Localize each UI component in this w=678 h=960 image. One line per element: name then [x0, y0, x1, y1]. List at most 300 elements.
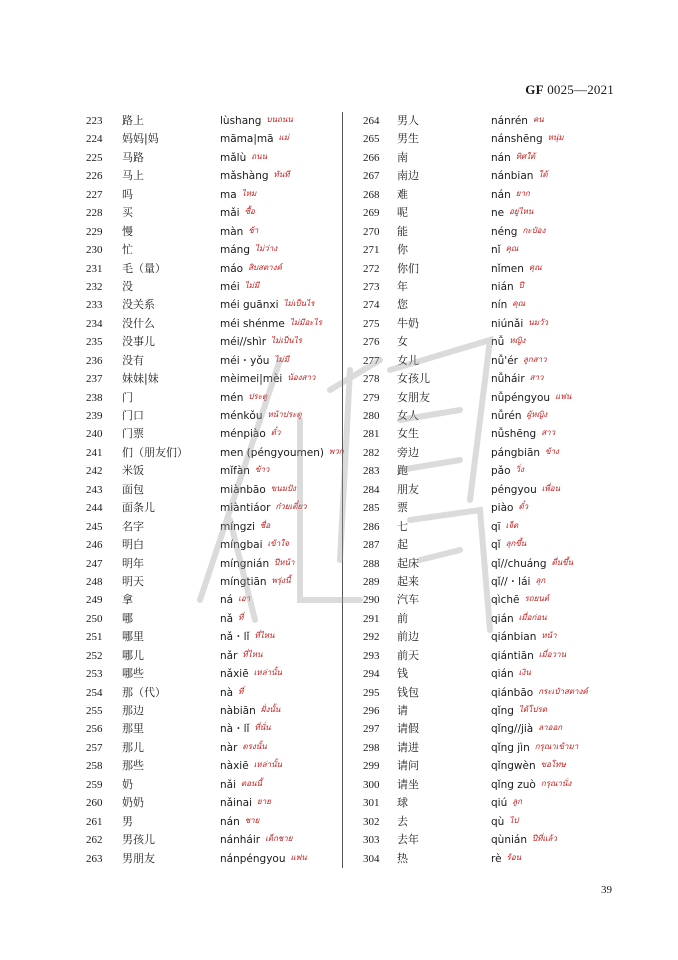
entry-pinyin-wrap [491, 444, 559, 463]
entry-number: 262 [86, 834, 103, 847]
entry-pinyin-wrap [491, 720, 562, 739]
entry-pinyin-wrap [220, 573, 291, 592]
entry-pinyin-wrap [220, 315, 322, 334]
entry-pinyin: qián [491, 668, 514, 681]
entry-word: 请进 [397, 740, 419, 754]
entry-pinyin-wrap [220, 296, 314, 315]
entry-number: 270 [363, 225, 380, 238]
vocab-row [86, 628, 336, 646]
entry-word: 马上 [122, 169, 144, 183]
vocab-row [363, 518, 623, 536]
entry-pinyin: máo [220, 262, 244, 275]
column-divider [342, 112, 343, 868]
entry-word: 汽车 [397, 593, 419, 607]
standard-code [525, 82, 614, 98]
entry-pinyin: mǐfàn [220, 465, 250, 478]
entry-word: 钱包 [397, 685, 419, 699]
entry-pinyin-wrap [220, 610, 243, 629]
entry-pinyin: qián [491, 612, 514, 625]
entry-word: 旁边 [397, 445, 419, 459]
entry-number: 286 [363, 520, 380, 533]
entry-pinyin: qǐng jìn [491, 741, 530, 754]
handwritten-note: ยาก [515, 188, 530, 198]
entry-pinyin: qiánbian [491, 631, 537, 644]
entry-word: 钱 [397, 667, 408, 681]
vocab-row [363, 831, 623, 849]
handwritten-note: ตั๋ว [518, 502, 529, 512]
entry-word: 那里 [122, 722, 144, 736]
entry-word: 门 [122, 390, 133, 404]
vocab-row [363, 481, 623, 499]
entry-pinyin-wrap [220, 647, 262, 666]
handwritten-note: แฟน [555, 391, 572, 401]
entry-word: 女生 [397, 427, 419, 441]
vocab-row [86, 776, 336, 794]
entry-number: 300 [363, 778, 380, 791]
vocab-row [86, 167, 336, 185]
entry-pinyin: mǎi [220, 207, 240, 220]
handwritten-note: สาว [541, 428, 556, 438]
vocab-row [86, 757, 336, 775]
entry-pinyin-wrap [491, 425, 555, 444]
entry-pinyin-wrap [491, 831, 557, 850]
entry-number: 225 [86, 151, 103, 164]
entry-number: 242 [86, 465, 103, 478]
entry-number: 275 [363, 317, 380, 330]
handwritten-note: คุณ [505, 244, 519, 254]
entry-number: 294 [363, 668, 380, 681]
handwritten-note: กะป๋อง [522, 225, 546, 235]
vocab-row [363, 167, 623, 185]
entry-pinyin: nǚrén [491, 410, 522, 422]
handwritten-note: ชาย [244, 815, 260, 825]
entry-word: 前天 [397, 648, 419, 662]
entry-word: 男朋友 [122, 851, 155, 865]
entry-word: 去年 [397, 833, 419, 847]
entry-number: 304 [363, 852, 380, 865]
entry-number: 299 [363, 760, 380, 773]
entry-pinyin-wrap [220, 352, 289, 371]
vocab-row [86, 204, 336, 222]
entry-number: 250 [86, 612, 103, 625]
entry-pinyin: míngnián [220, 557, 270, 570]
entry-pinyin-wrap [491, 665, 531, 684]
handwritten-note: ลุกขึ้น [505, 539, 527, 549]
vocab-row [86, 647, 336, 665]
entry-pinyin: nán [491, 188, 511, 201]
entry-pinyin-wrap [491, 167, 548, 186]
entry-pinyin: méi guānxi [220, 299, 279, 312]
vocab-row [363, 757, 623, 775]
entry-pinyin-wrap [220, 739, 267, 758]
entry-pinyin-wrap [220, 702, 280, 721]
handwritten-note: เข้าใจ [267, 539, 289, 549]
entry-pinyin-wrap [220, 794, 271, 813]
entry-pinyin-wrap [220, 462, 269, 481]
entry-pinyin: nánshēng [491, 133, 543, 146]
entry-pinyin: nǚshēng [491, 428, 537, 441]
entry-number: 303 [363, 834, 380, 847]
entry-word: 面包 [122, 482, 144, 496]
entry-pinyin: nǎinai [220, 797, 253, 810]
handwritten-note: ไม่มี [274, 354, 289, 364]
entry-word: 那（代） [122, 685, 166, 699]
handwritten-note: ปีที่แล้ว [531, 834, 557, 844]
entry-word: 忙 [122, 243, 133, 257]
entry-pinyin-wrap [491, 296, 525, 315]
entry-word: 没事儿 [122, 335, 155, 349]
entry-number: 280 [363, 410, 380, 422]
entry-pinyin: ménkǒu [220, 410, 263, 422]
entry-number: 251 [86, 631, 103, 644]
handwritten-note: สิบสตางค์ [248, 262, 282, 272]
entry-pinyin: qǐ//chuáng [491, 557, 547, 570]
vocab-row [86, 370, 336, 388]
handwritten-note: รถยนต์ [524, 594, 549, 604]
entry-pinyin: pángbiān [491, 446, 541, 459]
vocab-row [86, 278, 336, 296]
entry-pinyin-wrap [220, 204, 255, 223]
entry-pinyin: péngyou [491, 483, 537, 496]
handwritten-note: ก๋วยเตี๋ยว [275, 502, 307, 512]
entry-number: 241 [86, 446, 103, 459]
entry-word: 奶奶 [122, 796, 144, 810]
entry-pinyin: nǚ [491, 336, 505, 349]
entry-number: 240 [86, 428, 103, 441]
entry-pinyin: nánrén [491, 115, 528, 127]
handwritten-note: ไม่มี [244, 280, 260, 290]
vocab-row [86, 425, 336, 443]
handwritten-note: เด็กชาย [265, 834, 293, 844]
handwritten-note: วิ่ง [515, 465, 524, 475]
vocab-row [86, 315, 336, 333]
handwritten-note: ไม่เป็นไร [271, 336, 302, 346]
entry-word: 男孩儿 [122, 833, 155, 847]
handwritten-note: หนุ่ม [547, 133, 564, 143]
entry-number: 268 [363, 188, 380, 201]
entry-number: 260 [86, 797, 103, 810]
entry-number: 237 [86, 373, 103, 386]
entry-pinyin-wrap [220, 591, 250, 610]
entry-word: 请问 [397, 759, 419, 773]
entry-pinyin: méi shénme [220, 317, 285, 330]
entry-number: 266 [363, 151, 380, 164]
entry-word: 请 [397, 704, 408, 717]
entry-number: 298 [363, 741, 380, 754]
entry-pinyin-wrap [220, 425, 280, 444]
entry-word: 前边 [397, 630, 419, 644]
entry-pinyin-wrap [491, 112, 544, 131]
vocab-row [363, 702, 623, 720]
handwritten-note: คน [532, 115, 544, 124]
entry-word: 没什么 [122, 316, 155, 330]
entry-pinyin-wrap [491, 481, 560, 500]
entry-number: 272 [363, 262, 380, 275]
entry-pinyin: nǚ'ér [491, 354, 518, 367]
entry-number: 290 [363, 594, 380, 607]
entry-pinyin: míngbai [220, 539, 263, 552]
entry-number: 228 [86, 207, 103, 220]
vocab-row [86, 223, 336, 241]
entry-word: 南边 [397, 169, 419, 183]
handwritten-note: พรุ่งนี้ [271, 575, 291, 585]
vocab-column-right [363, 112, 623, 868]
entry-pinyin: qī [491, 520, 501, 533]
entry-number: 227 [86, 188, 103, 201]
entry-pinyin-wrap [220, 813, 259, 832]
entry-word: 七 [397, 519, 408, 533]
entry-word: 买 [122, 206, 133, 220]
entry-word: 请假 [397, 722, 419, 736]
entry-pinyin: méi [220, 280, 240, 293]
entry-word: 那些 [122, 759, 144, 773]
handwritten-note: ที่ [238, 686, 244, 696]
handwritten-note: เหล่านั้น [253, 668, 283, 678]
entry-number: 239 [86, 410, 103, 422]
vocab-row [86, 389, 336, 407]
entry-pinyin-wrap [220, 149, 267, 168]
entry-number: 296 [363, 705, 380, 717]
entry-word: 们（朋友们） [122, 445, 188, 459]
entry-pinyin: nàr [220, 741, 238, 754]
entry-pinyin-wrap [491, 499, 528, 518]
entry-pinyin: nǎxiē [220, 668, 249, 681]
entry-pinyin-wrap [491, 370, 544, 389]
vocab-row [86, 831, 336, 849]
entry-pinyin-wrap [491, 739, 578, 758]
entry-pinyin-wrap [220, 186, 256, 205]
entry-pinyin-wrap [220, 684, 243, 703]
entry-pinyin: nán [491, 151, 511, 164]
entry-pinyin: qǐ [491, 539, 501, 552]
vocab-row [363, 444, 623, 462]
entry-word: 票 [397, 501, 408, 515]
entry-pinyin-wrap [220, 628, 274, 647]
entry-pinyin-wrap [220, 130, 289, 149]
entry-word: 热 [397, 851, 408, 865]
handwritten-note: เอา [238, 594, 251, 604]
handwritten-note: กรุณาเข้ามา [534, 741, 579, 751]
entry-number: 223 [86, 115, 103, 127]
entry-word: 面条儿 [122, 501, 155, 515]
entry-word: 名字 [122, 519, 144, 533]
entry-pinyin-wrap [220, 444, 344, 463]
entry-number: 273 [363, 280, 380, 293]
entry-pinyin: qiánbāo [491, 686, 534, 699]
entry-number: 245 [86, 520, 103, 533]
handwritten-note: ข้าว [254, 465, 270, 475]
handwritten-note: ซื้อ [244, 207, 255, 217]
handwritten-note: ประตู [248, 391, 268, 401]
vocab-row [363, 333, 623, 351]
entry-pinyin: piào [491, 502, 514, 515]
handwritten-note: คุณ [528, 262, 542, 272]
handwritten-note: หน้า [541, 631, 557, 641]
entry-pinyin-wrap [491, 223, 545, 242]
vocab-row [86, 739, 336, 757]
entry-word: 去 [397, 814, 408, 828]
vocab-row [363, 370, 623, 388]
entry-pinyin: qù [491, 815, 505, 828]
entry-pinyin-wrap [491, 610, 547, 629]
handwritten-note: ยาย [257, 797, 271, 807]
handwritten-note: พวก [328, 446, 344, 456]
vocab-row [86, 352, 336, 370]
entry-pinyin-wrap [491, 518, 518, 537]
handwritten-note: กระเป๋าสตางค์ [538, 686, 588, 696]
entry-pinyin-wrap [491, 186, 530, 205]
entry-pinyin: qǐng//jià [491, 723, 534, 736]
entry-pinyin: néng [491, 225, 518, 238]
entry-pinyin: méi//shìr [220, 336, 267, 349]
entry-pinyin-wrap [491, 850, 521, 869]
handwritten-note: ไม่มีอะไร [289, 317, 322, 327]
handwritten-note: บนถนน [266, 115, 293, 124]
handwritten-note: แม่ [278, 133, 289, 143]
vocab-row [86, 481, 336, 499]
entry-pinyin-wrap [491, 241, 518, 260]
entry-pinyin: pǎo [491, 465, 511, 478]
vocab-row [86, 850, 336, 868]
entry-word: 那边 [122, 704, 144, 717]
vocab-row [86, 186, 336, 204]
entry-pinyin: nǎ・lǐ [220, 631, 250, 644]
entry-number: 243 [86, 483, 103, 496]
entry-pinyin: méi・yǒu [220, 354, 270, 367]
code-prefix: GF [525, 82, 544, 97]
vocab-row [86, 149, 336, 167]
entry-number: 257 [86, 741, 103, 754]
entry-word: 女 [397, 335, 408, 349]
entry-number: 282 [363, 446, 380, 459]
entry-number: 233 [86, 299, 103, 312]
entry-pinyin: mèimei|mèi [220, 373, 283, 386]
entry-number: 254 [86, 686, 103, 699]
vocab-row [363, 315, 623, 333]
vocab-row [363, 610, 623, 628]
entry-word: 门票 [122, 427, 144, 441]
entry-word: 球 [397, 796, 408, 810]
entry-number: 279 [363, 391, 380, 404]
entry-word: 毛（量） [122, 261, 166, 275]
entry-pinyin-wrap [220, 518, 270, 537]
handwritten-note: ปี [518, 280, 524, 290]
entry-number: 246 [86, 539, 103, 552]
vocab-row [363, 647, 623, 665]
entry-pinyin: qǐngwèn [491, 760, 536, 773]
entry-pinyin-wrap [491, 260, 542, 279]
handwritten-note: ชื่อ [259, 520, 271, 530]
entry-word: 马路 [122, 150, 144, 164]
entry-number: 226 [86, 170, 103, 183]
handwritten-note: น้องสาว [287, 373, 316, 383]
entry-word: 没有 [122, 353, 144, 367]
entry-word: 您 [397, 298, 408, 312]
entry-word: 慢 [122, 224, 133, 238]
vocab-row [363, 149, 623, 167]
entry-word: 起来 [397, 574, 419, 588]
entry-number: 283 [363, 465, 380, 478]
handwritten-note: ตื่นขึ้น [551, 557, 574, 567]
entry-pinyin: nà・lǐ [220, 723, 250, 736]
entry-number: 259 [86, 778, 103, 791]
entry-pinyin-wrap [220, 757, 282, 776]
handwritten-note: ใต้ [538, 170, 548, 180]
vocab-row [363, 628, 623, 646]
entry-word: 男 [122, 814, 133, 828]
handwritten-note: ลาออก [538, 723, 563, 733]
entry-number: 255 [86, 705, 103, 717]
vocab-row [86, 462, 336, 480]
entry-pinyin-wrap [220, 776, 262, 795]
entry-pinyin-wrap [220, 389, 267, 408]
entry-pinyin: nǎi [220, 778, 237, 791]
entry-pinyin: míngzi [220, 520, 255, 533]
handwritten-note: ได้โปรด [518, 705, 547, 714]
entry-number: 256 [86, 723, 103, 736]
entry-number: 276 [363, 336, 380, 349]
entry-number: 297 [363, 723, 380, 736]
entry-pinyin-wrap [491, 794, 522, 813]
vocab-row [86, 573, 336, 591]
handwritten-note: เมื่อก่อน [518, 612, 547, 622]
entry-pinyin-wrap [491, 204, 533, 223]
entry-number: 232 [86, 280, 103, 293]
entry-pinyin-wrap [491, 352, 547, 371]
handwritten-note: นมวัว [528, 317, 548, 327]
handwritten-note: ที่นั่น [254, 723, 271, 733]
entry-pinyin-wrap [491, 278, 524, 297]
entry-pinyin-wrap [220, 370, 315, 389]
handwritten-note: อยู่ไหน [509, 207, 534, 217]
entry-pinyin: ná [220, 594, 234, 607]
entry-pinyin: nánbian [491, 170, 534, 183]
vocab-row [363, 352, 623, 370]
entry-pinyin-wrap [220, 536, 289, 555]
entry-pinyin-wrap [491, 462, 524, 481]
entry-word: 哪些 [122, 667, 144, 681]
code-rest: 0025—2021 [543, 82, 614, 97]
entry-number: 293 [363, 649, 380, 662]
entry-pinyin-wrap [491, 389, 571, 408]
vocab-row [86, 536, 336, 554]
vocab-row [86, 444, 344, 462]
entry-word: 起床 [397, 556, 419, 570]
entry-word: 南 [397, 150, 408, 164]
handwritten-note: เมื่อวาน [538, 649, 567, 659]
entry-number: 224 [86, 133, 103, 146]
entry-pinyin-wrap [491, 813, 518, 832]
entry-word: 女孩儿 [397, 372, 430, 386]
handwritten-note: ตอนนี้ [241, 778, 262, 788]
entry-pinyin: qǐ//・lái [491, 575, 531, 588]
entry-pinyin-wrap [220, 720, 271, 739]
page-number: 39 [601, 884, 612, 896]
handwritten-note: ถนน [251, 151, 268, 161]
entry-pinyin: qǐng zuò [491, 778, 536, 791]
entry-word: 你 [397, 243, 408, 257]
entry-number: 244 [86, 502, 103, 515]
entry-number: 263 [86, 852, 103, 865]
handwritten-note: เงิน [518, 668, 531, 678]
entry-word: 女朋友 [397, 390, 430, 404]
entry-number: 252 [86, 649, 103, 662]
handwritten-note: ตรงนั้น [242, 741, 267, 751]
entry-pinyin: nǎ [220, 612, 234, 625]
entry-pinyin: nánpéngyou [220, 852, 286, 865]
entry-pinyin: ma [220, 188, 237, 201]
entry-number: 230 [86, 244, 103, 257]
